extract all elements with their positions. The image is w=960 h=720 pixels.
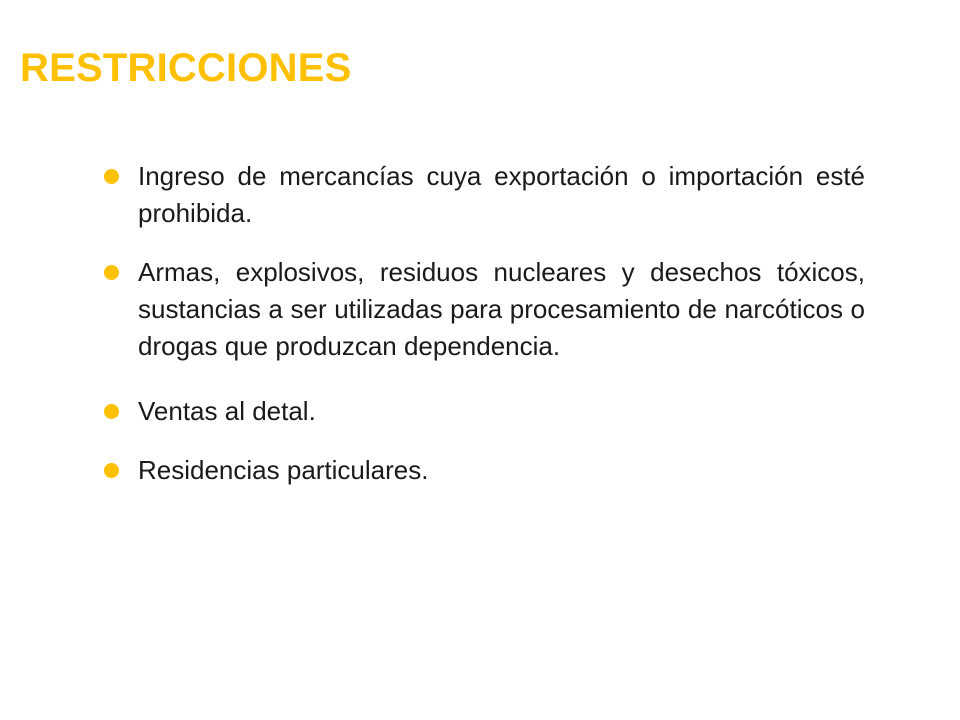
list-item — [100, 452, 865, 489]
list-item — [100, 158, 865, 232]
bullet-icon — [104, 169, 119, 184]
bullet-icon — [104, 463, 119, 478]
slide-title: RESTRICCIONES — [20, 46, 352, 90]
list-item — [100, 254, 865, 365]
bullet-text: Ingreso de mercancías cuya exportación o importación esté prohibida. — [138, 161, 865, 228]
bullet-icon — [104, 265, 119, 280]
bullet-icon — [104, 404, 119, 419]
restrictions-list — [100, 158, 865, 489]
bullet-text: Armas, explosivos, residuos nucleares y desechos tóxicos, sustancias a ser utilizadas para procesamiento de narcóticos o drogas que produzcan dependencia. — [138, 257, 865, 361]
bullet-text: Ventas al detal. — [138, 396, 316, 426]
bullet-text: Residencias particulares. — [138, 455, 429, 485]
list-item — [100, 393, 865, 430]
